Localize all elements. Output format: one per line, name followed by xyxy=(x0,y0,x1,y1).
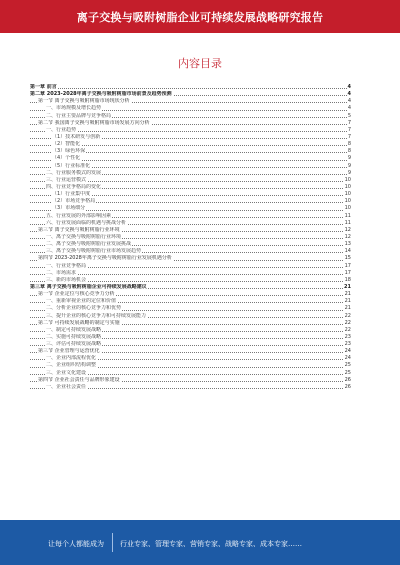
toc-page-number: 9 xyxy=(347,162,351,169)
toc-entry[interactable] xyxy=(30,220,351,227)
toc-entry[interactable] xyxy=(30,263,351,270)
toc-page-number: 8 xyxy=(347,148,351,155)
toc-entry-text: 二、企业组织结构调整 xyxy=(46,362,97,369)
toc-entry-text: 第三节 离子交换与吸附树脂行业环境 xyxy=(38,226,120,233)
toc-entry[interactable] xyxy=(30,305,351,312)
toc-entry-text: 第一章 前言 xyxy=(30,84,57,90)
toc-entry[interactable] xyxy=(30,191,351,198)
toc-entry-text: 二、行业服务模式的发展 xyxy=(46,169,102,176)
toc-page-number: 24 xyxy=(344,355,351,362)
toc-entry-text: （5）行业标准化 xyxy=(52,162,91,169)
footer-bar xyxy=(0,520,400,565)
toc-entry-text: 一、企业内部流程优化 xyxy=(46,355,97,362)
toc-entry[interactable] xyxy=(30,127,351,134)
toc-page-number: 4 xyxy=(347,105,351,112)
toc-page-number: 12 xyxy=(344,233,351,240)
table-of-contents xyxy=(30,84,351,391)
toc-page-number: 23 xyxy=(344,341,351,348)
toc-entry-text: 第一节 离子交换与吸附树脂市场现状分析 xyxy=(38,98,130,105)
toc-entry[interactable] xyxy=(30,198,351,205)
toc-page-number: 25 xyxy=(344,369,351,376)
toc-page-number: 7 xyxy=(347,119,351,126)
toc-entry[interactable] xyxy=(30,348,351,355)
toc-entry-text: 第三章 离子交换与吸附树脂企业可持续发展战略建议 xyxy=(30,283,147,290)
toc-page-number: 9 xyxy=(347,169,351,176)
footer-divider xyxy=(112,533,113,552)
toc-entry-text: （3）市场细分 xyxy=(52,205,86,212)
toc-entry-text: 一、重新审视企业的定位和价值 xyxy=(46,298,117,305)
toc-page-number: 13 xyxy=(344,241,351,248)
toc-entry-text: （3）绿色环保 xyxy=(52,148,86,155)
toc-page-number: 7 xyxy=(347,133,351,140)
toc-page-number: 21 xyxy=(344,305,351,312)
toc-entry[interactable] xyxy=(30,91,351,98)
toc-entry-text: 三、行业运营模式 xyxy=(46,176,87,183)
toc-page-number: 8 xyxy=(347,141,351,148)
toc-entry[interactable] xyxy=(30,270,351,277)
toc-entry-text: 二、市场需求 xyxy=(46,269,77,276)
report-title: 离子交换与吸附树脂企业可持续发展战略研究报告 xyxy=(76,11,324,24)
toc-entry[interactable] xyxy=(30,84,351,91)
toc-entry-text: 五、行业发展的外部影响因素 xyxy=(46,212,112,219)
toc-entry-text: 第四节 2023-2028年离子交换与吸附树脂行业发展机遇分析 xyxy=(38,255,172,262)
toc-leader-dots xyxy=(30,131,347,132)
toc-page-number: 21 xyxy=(344,298,351,305)
toc-page-number: 11 xyxy=(344,212,351,219)
toc-page-number: 18 xyxy=(344,276,351,283)
toc-entry-text: 六、行业发展面临的机遇与挑战分析 xyxy=(46,219,127,226)
toc-entry-text: （2）市场竞争格局 xyxy=(52,198,96,205)
toc-entry-text: （1）行业集中度 xyxy=(52,191,91,198)
toc-entry-text: 一、行业竞争格局 xyxy=(46,262,87,269)
toc-entry-text: 二、行业主要品牌与竞争格局 xyxy=(46,112,112,119)
toc-page-number: 21 xyxy=(344,283,351,290)
toc-leader-dots xyxy=(30,274,347,275)
toc-entry-text: 三、提升企业的核心竞争力和可持续发展能力 xyxy=(46,312,147,319)
toc-entry[interactable] xyxy=(30,298,351,305)
toc-page-number: 17 xyxy=(344,269,351,276)
toc-page-number: 22 xyxy=(344,312,351,319)
toc-page-number: 10 xyxy=(344,183,351,190)
header-bar xyxy=(0,0,400,33)
toc-entry[interactable] xyxy=(30,320,351,327)
toc-entry[interactable] xyxy=(30,148,351,155)
toc-entry[interactable] xyxy=(30,184,351,191)
toc-entry-text: 一、制定可持续发展战略 xyxy=(46,326,102,333)
toc-page-number: 4 xyxy=(347,84,351,90)
toc-entry-text: 第四节 企业社会责任与品牌形象建设 xyxy=(38,376,120,383)
toc-page-number: 4 xyxy=(347,98,351,105)
toc-entry[interactable] xyxy=(30,234,351,241)
toc-entry-text: 一、企业社会责任 xyxy=(46,383,87,390)
toc-entry-text: 第二章 2023-2028年离子交换与吸附树脂市场前景及趋势预测 xyxy=(30,91,172,98)
toc-page-number: 22 xyxy=(344,326,351,333)
toc-entry[interactable] xyxy=(30,113,351,120)
toc-entry[interactable] xyxy=(30,327,351,334)
toc-entry[interactable] xyxy=(30,277,351,284)
toc-entry-text: 四、行业竞争格局的变化 xyxy=(46,183,102,190)
toc-entry-text: （2）智能化 xyxy=(52,141,81,148)
toc-entry[interactable] xyxy=(30,362,351,369)
toc-entry[interactable] xyxy=(30,341,351,348)
toc-entry[interactable] xyxy=(30,170,351,177)
toc-entry-text: 三、离子交换与吸附树脂行业市场发展趋势 xyxy=(46,248,142,255)
toc-entry[interactable] xyxy=(30,355,351,362)
toc-page-number: 10 xyxy=(344,198,351,205)
toc-entry-text: 第一节 企业定位与核心竞争力分析 xyxy=(38,291,115,298)
toc-page-number: 7 xyxy=(347,126,351,133)
toc-page-number: 4 xyxy=(347,91,351,98)
toc-entry[interactable] xyxy=(30,120,351,127)
toc-page-number: 26 xyxy=(344,383,351,390)
toc-page-number: 11 xyxy=(344,219,351,226)
toc-entry[interactable] xyxy=(30,384,351,391)
toc-page-number: 10 xyxy=(344,176,351,183)
toc-entry[interactable] xyxy=(30,227,351,234)
toc-entry[interactable] xyxy=(30,291,351,298)
toc-page-number: 17 xyxy=(344,262,351,269)
toc-heading: 内容目录 xyxy=(178,57,222,70)
toc-entry-text: 三、企业文化建设 xyxy=(46,369,87,376)
toc-entry-text: （1）技术研发与创新 xyxy=(52,133,101,140)
toc-entry[interactable] xyxy=(30,141,351,148)
toc-page-number: 14 xyxy=(344,248,351,255)
toc-entry[interactable] xyxy=(30,241,351,248)
toc-entry[interactable] xyxy=(30,334,351,341)
toc-page-number: 25 xyxy=(344,362,351,369)
toc-page-number: 23 xyxy=(344,333,351,340)
toc-entry[interactable] xyxy=(30,98,351,105)
toc-entry[interactable] xyxy=(30,377,351,384)
toc-page-number: 12 xyxy=(344,226,351,233)
toc-page-number: 15 xyxy=(344,255,351,262)
footer-slogan-right: 行业专家、管理专家、营销专家、战略专家、成本专家…… xyxy=(120,540,302,548)
toc-page-number: 21 xyxy=(344,291,351,298)
toc-entry-text: （4）个性化 xyxy=(52,155,81,162)
toc-entry[interactable] xyxy=(30,313,351,320)
toc-page-number: 10 xyxy=(344,191,351,198)
toc-entry[interactable] xyxy=(30,163,351,170)
toc-entry[interactable] xyxy=(30,370,351,377)
toc-entry-text: 二、实施可持续发展战略 xyxy=(46,333,102,340)
toc-entry-text: 第三节 企业管理与运营优化 xyxy=(38,348,100,355)
toc-entry-text: 第二节 我国离子交换与吸附树脂市场发展方向分析 xyxy=(38,119,150,126)
toc-entry-text: 三、评估可持续发展战略 xyxy=(46,341,102,348)
toc-entry[interactable] xyxy=(30,177,351,184)
toc-entry[interactable] xyxy=(30,134,351,141)
toc-entry[interactable] xyxy=(30,105,351,112)
toc-entry[interactable] xyxy=(30,213,351,220)
toc-leader-dots xyxy=(30,88,347,89)
toc-page-number: 26 xyxy=(344,376,351,383)
toc-entry[interactable] xyxy=(30,284,351,291)
toc-entry-text: 一、行业趋势 xyxy=(46,126,77,133)
toc-entry-text: 一、离子交换与吸附树脂行业环境 xyxy=(46,233,122,240)
toc-entry-text: 二、离子交换与吸附树脂行业发展挑战 xyxy=(46,241,132,248)
toc-entry[interactable] xyxy=(30,205,351,212)
toc-entry[interactable] xyxy=(30,248,351,255)
toc-entry[interactable] xyxy=(30,155,351,162)
toc-entry-text: 第二节 可持续发展战略的制定与实施 xyxy=(38,319,120,326)
toc-entry[interactable] xyxy=(30,255,351,262)
toc-page-number: 10 xyxy=(344,205,351,212)
toc-entry-text: 三、新的市场机会 xyxy=(46,276,87,283)
toc-page-number: 9 xyxy=(347,155,351,162)
toc-entry-text: 二、分析企业的核心竞争力和优势 xyxy=(46,305,122,312)
toc-page-number: 24 xyxy=(344,348,351,355)
toc-page-number: 5 xyxy=(347,112,351,119)
toc-entry-text: 一、市场规模及增长趋势 xyxy=(46,105,102,112)
toc-page-number: 22 xyxy=(344,319,351,326)
footer-slogan-left: 让每个人都能成为 xyxy=(48,540,104,548)
